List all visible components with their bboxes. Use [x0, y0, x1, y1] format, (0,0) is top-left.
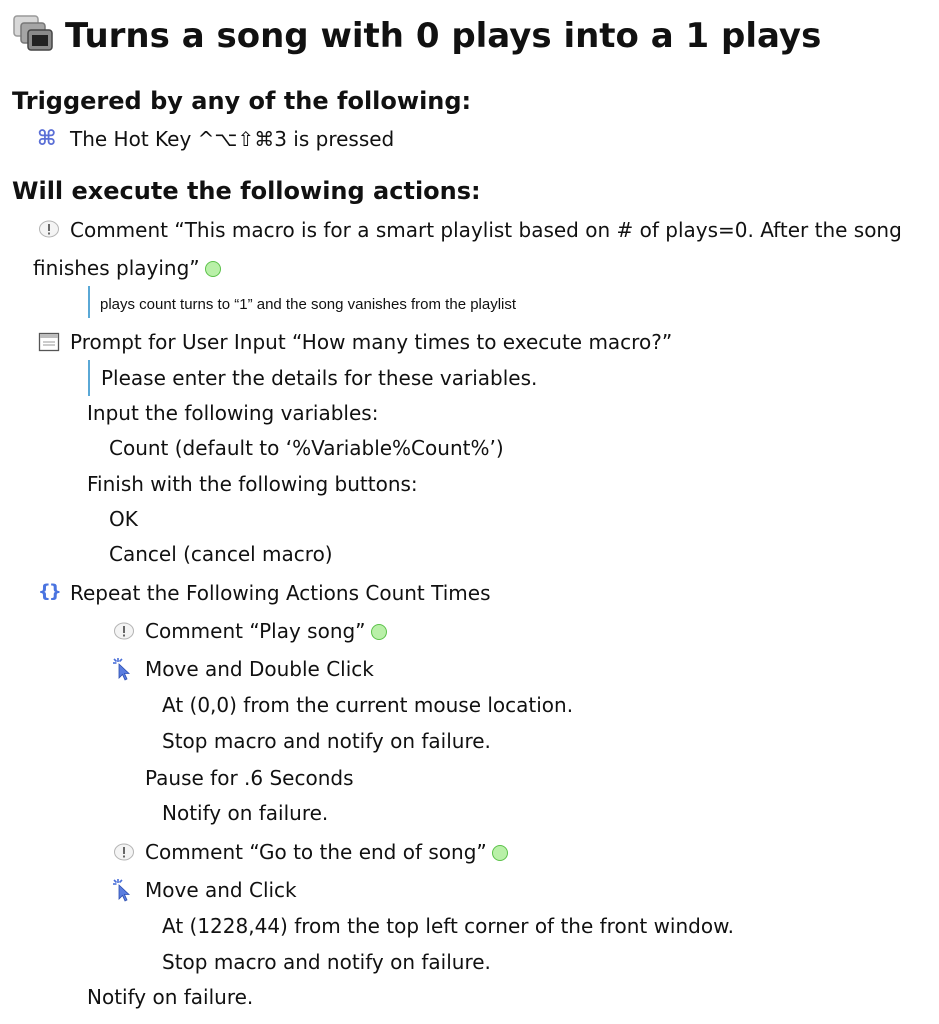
comment-play-song-text: Comment “Play song” — [145, 619, 366, 643]
command-key-icon: ⌘ — [37, 126, 57, 150]
prompt-variables-heading: Input the following variables: — [87, 401, 379, 425]
pause-action[interactable]: Pause for .6 Seconds — [145, 766, 354, 790]
comment-icon — [38, 219, 60, 241]
move-double-click-location: At (0,0) from the current mouse location. — [162, 693, 574, 717]
repeat-failure: Notify on failure. — [87, 985, 254, 1009]
move-double-click-failure: Stop macro and notify on failure. — [162, 729, 491, 753]
comment-action-line2 — [33, 256, 221, 280]
triggers-heading: Triggered by any of the following: — [12, 87, 472, 115]
move-click-location: At (1228,44) from the top left corner of the front window. — [162, 914, 734, 938]
comment-note-bar — [88, 286, 90, 318]
pause-failure: Notify on failure. — [162, 801, 329, 825]
macro-icon — [12, 14, 54, 54]
window-icon — [38, 331, 60, 353]
comment-note: plays count turns to “1” and the song vanishes from the playlist — [100, 296, 517, 313]
hotkey-trigger[interactable]: The Hot Key ^⌥⇧⌘3 is pressed — [70, 127, 395, 151]
braces-icon: {} — [38, 581, 60, 602]
status-dot-icon — [492, 845, 508, 861]
comment-action-line1[interactable]: Comment “This macro is for a smart playlist based on # of plays=0. After the song — [70, 218, 902, 242]
mouse-click-icon — [113, 878, 135, 902]
move-click-action[interactable]: Move and Click — [145, 878, 297, 902]
page-title: Turns a song with 0 plays into a 1 plays — [65, 16, 822, 56]
status-dot-icon — [205, 261, 221, 277]
repeat-action[interactable]: Repeat the Following Actions Count Times — [70, 581, 491, 605]
prompt-button-cancel: Cancel (cancel macro) — [109, 542, 333, 566]
mouse-click-icon — [113, 657, 135, 681]
comment-play-song[interactable] — [145, 619, 387, 643]
comment-end-of-song[interactable] — [145, 840, 508, 864]
prompt-action[interactable]: Prompt for User Input “How many times to execute macro?” — [70, 330, 673, 354]
move-double-click-action[interactable]: Move and Double Click — [145, 657, 374, 681]
actions-heading: Will execute the following actions: — [12, 177, 481, 205]
move-click-failure: Stop macro and notify on failure. — [162, 950, 491, 974]
comment-end-of-song-text: Comment “Go to the end of song” — [145, 840, 487, 864]
status-dot-icon — [371, 624, 387, 640]
comment-icon — [113, 621, 135, 643]
comment-icon — [113, 842, 135, 864]
prompt-details: Please enter the details for these variables. — [101, 366, 538, 390]
prompt-button-ok: OK — [109, 507, 138, 531]
prompt-details-bar — [88, 360, 90, 396]
prompt-variable: Count (default to ‘%Variable%Count%’) — [109, 436, 504, 460]
comment-action-line2-text: finishes playing” — [33, 256, 200, 280]
prompt-buttons-heading: Finish with the following buttons: — [87, 472, 418, 496]
